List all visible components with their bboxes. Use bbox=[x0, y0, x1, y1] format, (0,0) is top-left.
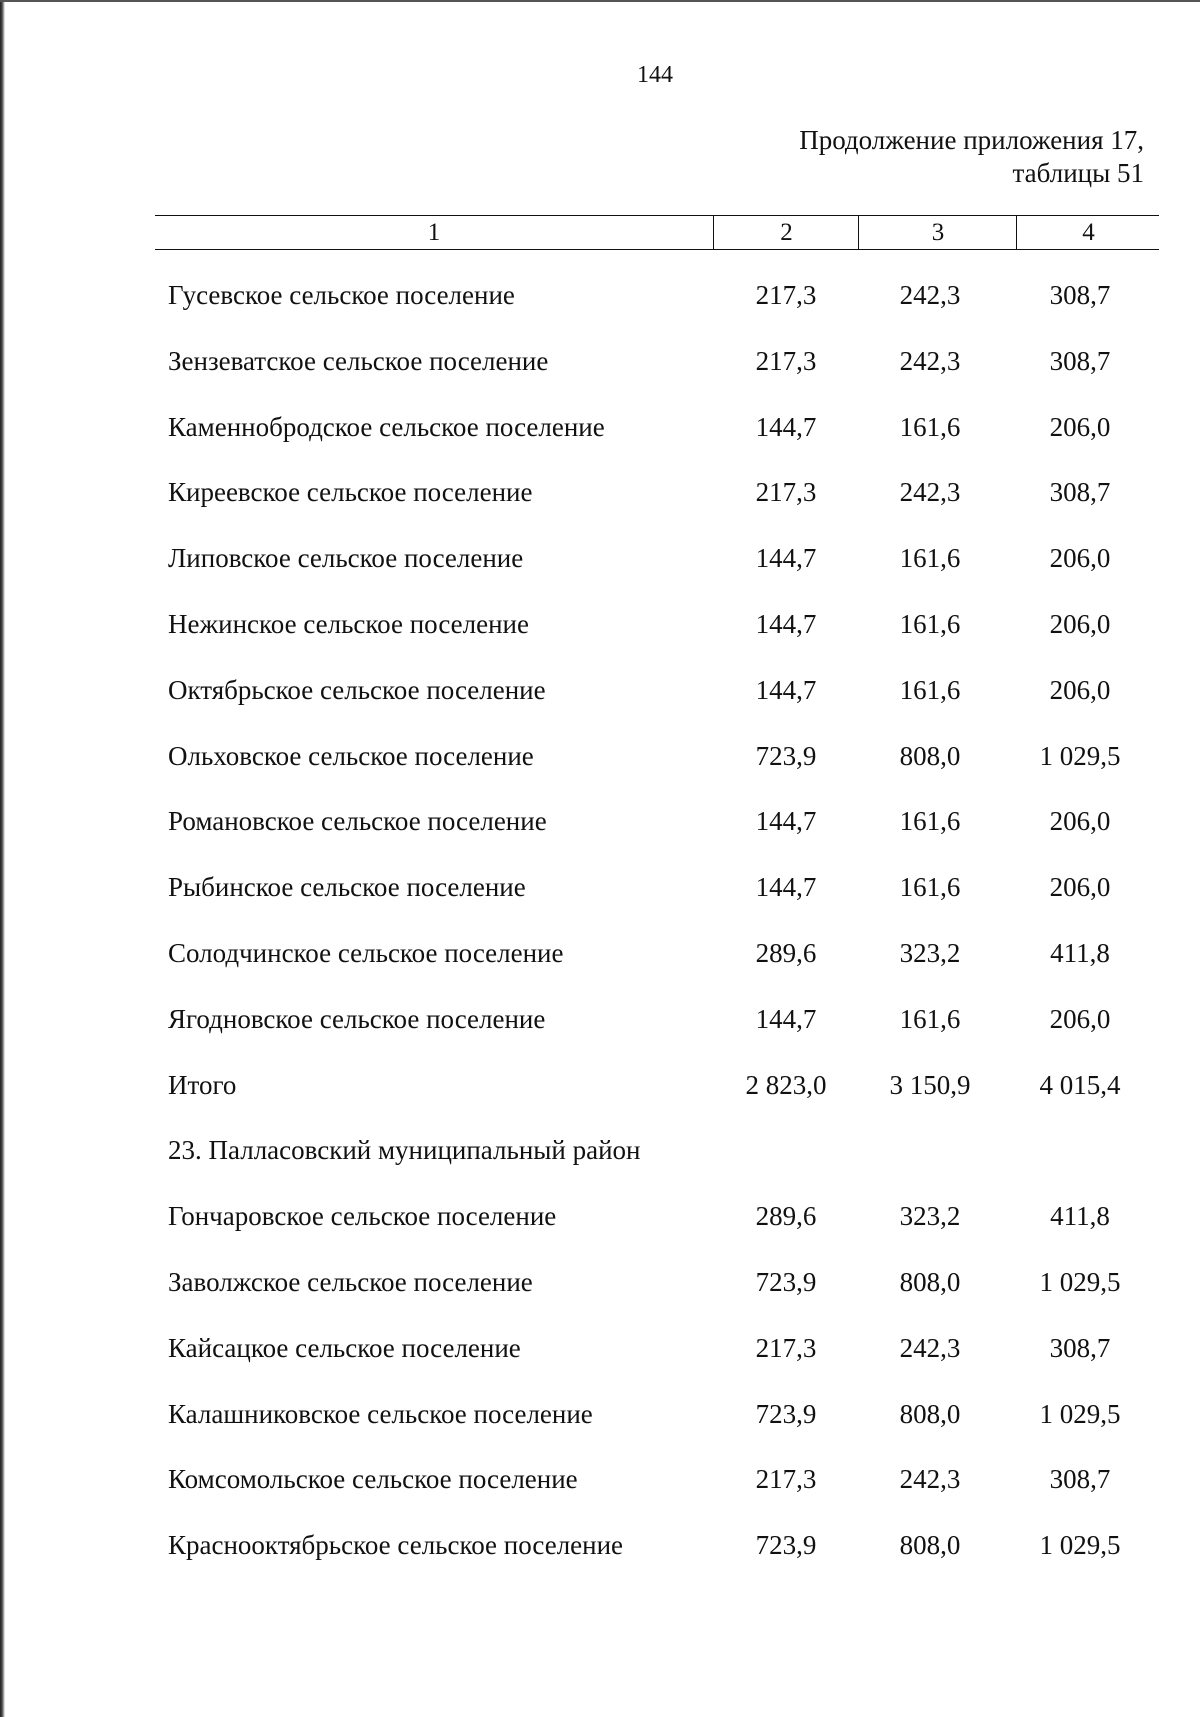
table-row bbox=[0, 987, 1200, 1053]
row-value-col-2: 2 823,0 bbox=[745, 1069, 827, 1100]
row-value-col-3: 161,6 bbox=[899, 1003, 961, 1034]
table-row bbox=[0, 1513, 1200, 1579]
row-value-col-2: 289,6 bbox=[755, 1201, 817, 1232]
row-value-col-3: 808,0 bbox=[899, 1530, 961, 1561]
table-row bbox=[0, 1118, 1200, 1184]
header-col-2: 2 bbox=[713, 216, 859, 249]
row-value-col-2: 217,3 bbox=[755, 345, 817, 376]
table-row bbox=[0, 1053, 1200, 1119]
row-value-col-2: 144,7 bbox=[755, 1003, 817, 1034]
row-value-col-4: 411,8 bbox=[1050, 1201, 1110, 1232]
row-value-col-3: 242,3 bbox=[899, 345, 961, 376]
table-row bbox=[0, 1382, 1200, 1448]
row-value-col-4: 308,7 bbox=[1049, 345, 1111, 376]
row-value-col-2: 217,3 bbox=[755, 1332, 817, 1363]
row-value-col-2: 217,3 bbox=[755, 280, 817, 310]
row-value-col-4: 308,7 bbox=[1049, 1332, 1111, 1363]
row-value-col-3: 161,6 bbox=[899, 543, 961, 574]
row-value-col-4: 206,0 bbox=[1049, 411, 1111, 442]
row-value-col-4: 411,8 bbox=[1050, 937, 1110, 968]
table-row bbox=[0, 1447, 1200, 1513]
page-number: 144 bbox=[637, 62, 673, 88]
table-row bbox=[0, 921, 1200, 987]
row-value-col-2: 723,9 bbox=[755, 740, 817, 771]
row-value-col-3: 242,3 bbox=[899, 477, 961, 508]
row-value-col-3: 161,6 bbox=[899, 806, 961, 837]
row-value-col-2: 289,6 bbox=[755, 937, 817, 968]
table-row bbox=[0, 329, 1200, 395]
row-name: Калашниковское сельское поселение bbox=[168, 1398, 593, 1429]
row-value-col-3: 323,2 bbox=[899, 937, 961, 968]
table-row bbox=[0, 263, 1200, 329]
row-value-col-3: 3 150,9 bbox=[889, 1069, 971, 1100]
header-col-3: 3 bbox=[858, 216, 1017, 249]
row-value-col-4: 206,0 bbox=[1049, 543, 1111, 574]
row-value-col-4: 206,0 bbox=[1049, 608, 1111, 639]
row-name: Романовское сельское поселение bbox=[168, 806, 547, 837]
row-value-col-3: 161,6 bbox=[899, 608, 961, 639]
row-name: Комсомольское сельское поселение bbox=[168, 1464, 578, 1495]
row-value-col-3: 808,0 bbox=[899, 1266, 961, 1297]
row-value-col-3: 161,6 bbox=[899, 674, 961, 705]
table-row bbox=[0, 658, 1200, 724]
row-value-col-3: 161,6 bbox=[899, 872, 961, 903]
row-value-col-4: 1 029,5 bbox=[1039, 1398, 1121, 1429]
row-value-col-2: 144,7 bbox=[755, 674, 817, 705]
table-row bbox=[0, 526, 1200, 592]
table-body bbox=[0, 263, 1200, 1579]
row-name: Ягодновское сельское поселение bbox=[168, 1003, 546, 1034]
row-name: Краснооктябрьское сельское поселение bbox=[168, 1530, 624, 1561]
row-name: Рыбинское сельское поселение bbox=[168, 872, 526, 903]
row-name: Ольховское сельское поселение bbox=[168, 740, 534, 771]
row-name: Каменнобродское сельское поселение bbox=[168, 411, 605, 442]
header-col-4: 4 bbox=[1016, 216, 1160, 249]
row-value-col-4: 1 029,5 bbox=[1039, 1266, 1121, 1297]
row-value-col-2: 144,7 bbox=[755, 411, 817, 442]
row-value-col-4: 308,7 bbox=[1049, 1464, 1111, 1495]
row-value-col-3: 242,3 bbox=[899, 1332, 961, 1363]
table-row bbox=[0, 1184, 1200, 1250]
table-row bbox=[0, 460, 1200, 526]
row-value-col-3: 808,0 bbox=[899, 1398, 961, 1429]
row-value-col-4: 308,7 bbox=[1049, 280, 1111, 310]
table-row bbox=[0, 1316, 1200, 1382]
appendix-note-line-1: Продолжение приложения 17, bbox=[799, 125, 1144, 155]
row-value-col-4: 206,0 bbox=[1049, 806, 1111, 837]
row-name: Киреевское сельское поселение bbox=[168, 477, 533, 508]
row-value-col-2: 144,7 bbox=[755, 872, 817, 903]
row-value-col-4: 206,0 bbox=[1049, 872, 1111, 903]
row-value-col-3: 323,2 bbox=[899, 1201, 961, 1232]
row-value-col-4: 308,7 bbox=[1049, 477, 1111, 508]
table-row bbox=[0, 789, 1200, 855]
row-value-col-4: 4 015,4 bbox=[1039, 1069, 1121, 1100]
row-name: Липовское сельское поселение bbox=[168, 543, 524, 574]
row-name: Кайсацкое сельское поселение bbox=[168, 1332, 521, 1363]
table-row bbox=[0, 592, 1200, 658]
row-name: 23. Палласовский муниципальный район bbox=[168, 1135, 641, 1166]
row-name: Нежинское сельское поселение bbox=[168, 608, 529, 639]
row-name: Октябрьское сельское поселение bbox=[168, 674, 546, 705]
row-value-col-3: 161,6 bbox=[899, 411, 961, 442]
row-value-col-4: 206,0 bbox=[1049, 674, 1111, 705]
appendix-note-line-2: таблицы 51 bbox=[1012, 158, 1144, 188]
row-value-col-2: 144,7 bbox=[755, 806, 817, 837]
row-value-col-3: 808,0 bbox=[899, 740, 961, 771]
table-row bbox=[0, 395, 1200, 461]
row-name: Зензеватское сельское поселение bbox=[168, 345, 549, 376]
row-value-col-4: 1 029,5 bbox=[1039, 1530, 1121, 1561]
row-value-col-2: 144,7 bbox=[755, 608, 817, 639]
row-value-col-2: 144,7 bbox=[755, 543, 817, 574]
row-value-col-2: 217,3 bbox=[755, 477, 817, 508]
row-value-col-4: 206,0 bbox=[1049, 1003, 1111, 1034]
table-row bbox=[0, 855, 1200, 921]
table-row bbox=[0, 724, 1200, 790]
row-value-col-2: 723,9 bbox=[755, 1530, 817, 1561]
row-name: Итого bbox=[168, 1069, 237, 1100]
header-col-1: 1 bbox=[427, 219, 441, 246]
table-row bbox=[0, 1250, 1200, 1316]
row-name: Заволжское сельское поселение bbox=[168, 1266, 533, 1297]
row-value-col-4: 1 029,5 bbox=[1039, 740, 1121, 771]
row-value-col-2: 217,3 bbox=[755, 1464, 817, 1495]
table-header bbox=[155, 215, 1159, 250]
scan-edge-top bbox=[0, 0, 1200, 2]
row-name: Гусевское сельское поселение bbox=[168, 280, 515, 310]
row-value-col-3: 242,3 bbox=[899, 1464, 961, 1495]
row-value-col-2: 723,9 bbox=[755, 1398, 817, 1429]
row-value-col-2: 723,9 bbox=[755, 1266, 817, 1297]
row-name: Солодчинское сельское поселение bbox=[168, 937, 564, 968]
appendix-note bbox=[799, 124, 1144, 190]
row-name: Гончаровское сельское поселение bbox=[168, 1201, 557, 1232]
row-value-col-3: 242,3 bbox=[899, 280, 961, 310]
